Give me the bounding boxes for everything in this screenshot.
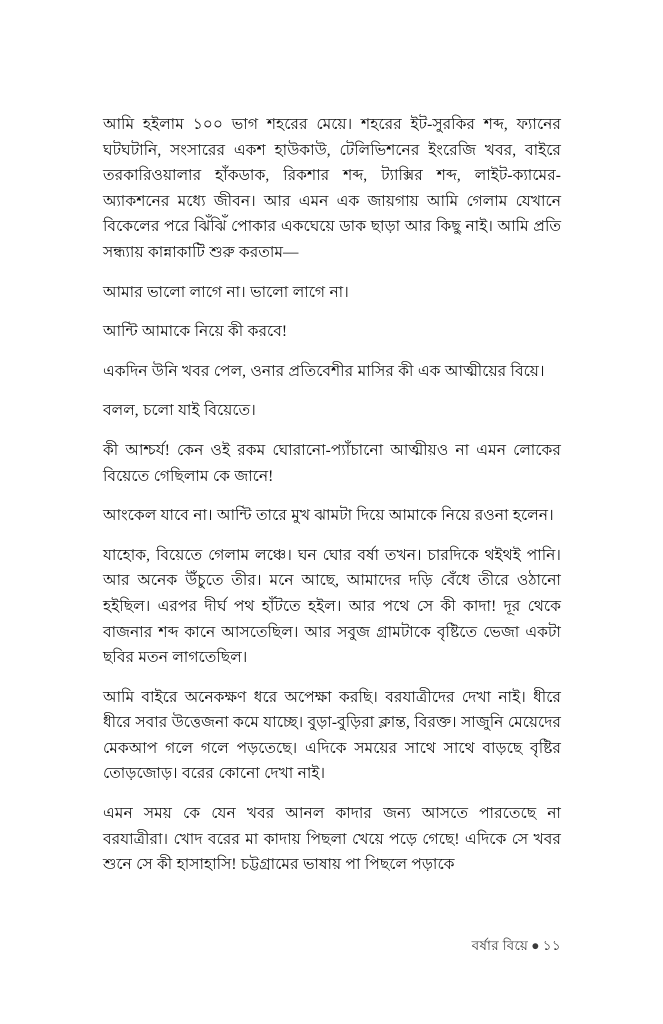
paragraph: আন্টি আমাকে নিয়ে কী করবে!: [103, 323, 288, 341]
paragraph: এমন সময় কে যেন খবর আনল কাদার জন্য আসতে পারতেছে না বরযাত্রীরা। খোদ বরের মা কাদায় পিছলা খেয়ে পড়ে গেছে! এদিকে সে খবর শুনে সে কী হাসাহাসি! চট্টগ্রামের ভাষায় পা পিছলে পড়াকে: [103, 805, 561, 874]
paragraph: আমি বাইরে অনেকক্ষণ ধরে অপেক্ষা করছি। বরযাত্রীদের দেখা নাই। ধীরে ধীরে সবার উত্তেজনা কমে যাচ্ছে। বুড়া-বুড়িরা ক্লান্ত, বিরক্ত। সাজুনি মেয়েদের মেকআপ গলে গলে পড়তেছে। এদিকে সময়ের সাথে সাথে বাড়ছে বৃষ্টির তোড়জোড়। বরের কোনো দেখা নাই।: [103, 688, 561, 783]
paragraph: আংকেল যাবে না। আন্টি তারে মুখ ঝামটা দিয়ে আমাকে নিয়ে রওনা হলেন।: [103, 507, 554, 525]
footer-chapter-title: বর্ষার বিয়ে: [471, 938, 529, 953]
paragraph: আমার ভালো লাগে না। ভালো লাগে না।: [103, 283, 349, 301]
paragraph: আমি হইলাম ১০০ ভাগ শহরের মেয়ে। শহরের ইট-সুরকির শব্দ, ফ্যানের ঘটঘটানি, সংসারের একশ হাউকাউ, টেলিভিশনের ইংরেজি খবর, বাইরে তরকারিওয়ালার হাঁকডাক, রিকশার শব্দ, ট্যাক্সির শব্দ, লাইট-ক্যামের-অ্যাকশনের মধ্যে জীবন। আর এমন এক জায়গায় আমি গেলাম যেখানে বিকেলের পরে ঝিঁঝিঁ পোকার একঘেয়ে ডাক ছাড়া আর কিছু নাই। আমি প্রতি সন্ধ্যায় কান্নাকাটি শুরু করতাম—: [103, 116, 561, 261]
paragraph: যাহোক, বিয়েতে গেলাম লঞ্চে। ঘন ঘোর বর্ষা তখন। চারদিকে থইথই পানি। আর অনেক উঁচুতে তীর। মনে আছে, আমাদের দড়ি বেঁধে তীরে ওঠানো হইছিল। এরপর দীর্ঘ পথ হাঁটতে হইল। আর পথে সে কী কাদা! দূর থেকে বাজনার শব্দ কানে আসতেছিল। আর সবুজ গ্রামটাকে বৃষ্টিতে ভেজা একটা ছবির মতন লাগতেছিল।: [103, 546, 561, 667]
paragraph: বলল, চলো যাই বিয়েতে।: [103, 402, 256, 420]
footer-separator-bullet: ●: [531, 938, 540, 953]
page-text-block: [103, 112, 561, 878]
footer-page-number: ১১: [542, 938, 561, 953]
page-footer: [103, 936, 561, 956]
paragraph: একদিন উনি খবর পেল, ওনার প্রতিবেশীর মাসির কী এক আত্মীয়ের বিয়ে।: [103, 362, 545, 380]
paragraph: কী আশ্চর্য! কেন ওই রকম ঘোরানো-প্যাঁচানো আত্মীয়ও না এমন লোকের বিয়েতে গেছিলাম কে জানে!: [103, 441, 561, 485]
